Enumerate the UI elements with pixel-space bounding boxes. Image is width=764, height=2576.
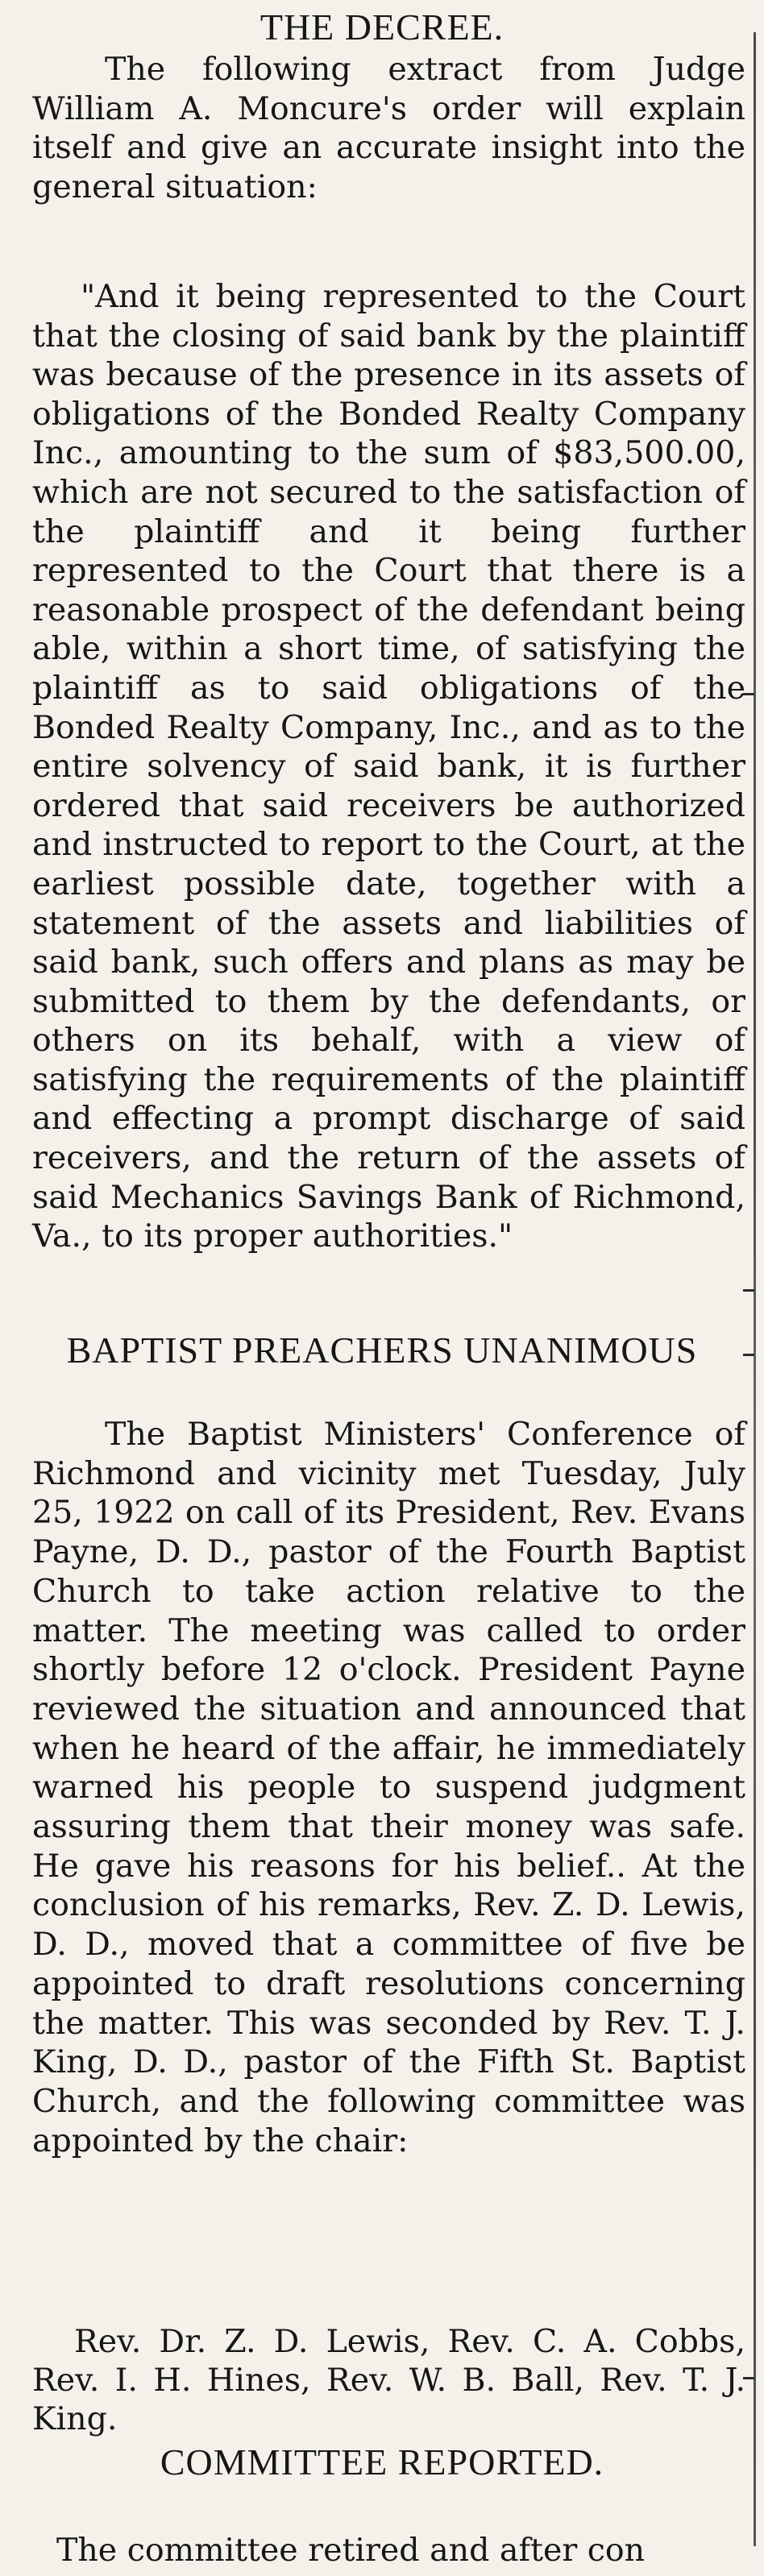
committee-report-paragraph-start: The committee retired and after con — [56, 2532, 646, 2569]
heading-baptist-preachers: BAPTIST PREACHERS UNANIMOUS — [66, 1329, 698, 1371]
heading-committee-reported: COMMITTEE REPORTED. — [160, 2441, 604, 2483]
baptist-conference-paragraph: The Baptist Ministers' Conference of Richmond and vicinity met Tuesday, July 25, 1922 on call of its President, Rev. Evans Payne, D. D., pastor of the Fourth Baptist Church to take action relative to the matter. The meeting was called to order shortly before 12 o'clock. President Payne reviewed the situation and announced that when he heard of the affair, he immediately warned his people to suspend judgment assuring them that their money was safe. He gave his reasons for his belief.. At the conclusion of his remarks, Rev. Z. D. Lewis, D. D., moved that a committee of five be appointed to draft resolutions concerning the matter. This was seconded by Rev. T. J. King, D. D., pastor of the Fifth St. Baptist Church, and the following committee was appointed by the chair: — [32, 1416, 745, 2159]
committee-members-paragraph: Rev. Dr. Z. D. Lewis, Rev. C. A. Cobbs, Rev. I. H. Hines, Rev. W. B. Ball, Rev. T. J. King. — [32, 2323, 745, 2437]
decree-intro-paragraph: The following extract from Judge William A. Moncure's order will explain itself and give an accurate insight into the general situation: — [32, 51, 745, 205]
rule-mark — [743, 1289, 754, 1292]
decree-quote-paragraph: "And it being represented to the Court that the closing of said bank by the plaintiff was because of the presence in its assets of obligations of the Bonded Realty Company Inc., amounting to the sum of $83,500.00, which are not secured to the satisfaction of the plaintiff and it being further represented to the Court that there is a reasonable prospect of the defendant being able, within a short time, of satisfying the plaintiff as to said obligations of the Bonded Realty Company, Inc., and as to the entire solvency of said bank, it is further ordered that said receivers be authorized and instructed to report to the Court, at the earliest possible date, together with a statement of the assets and liabilities of said bank, such offers and plans as may be submitted to them by the defendants, or others on its behalf, with a view of satisfying the requirements of the plaintiff and effecting a prompt discharge of said receivers, and the return of the assets of said Mechanics Savings Bank of Richmond, Va., to its proper authorities." — [32, 278, 745, 1255]
heading-the-decree: THE DECREE. — [260, 6, 504, 48]
